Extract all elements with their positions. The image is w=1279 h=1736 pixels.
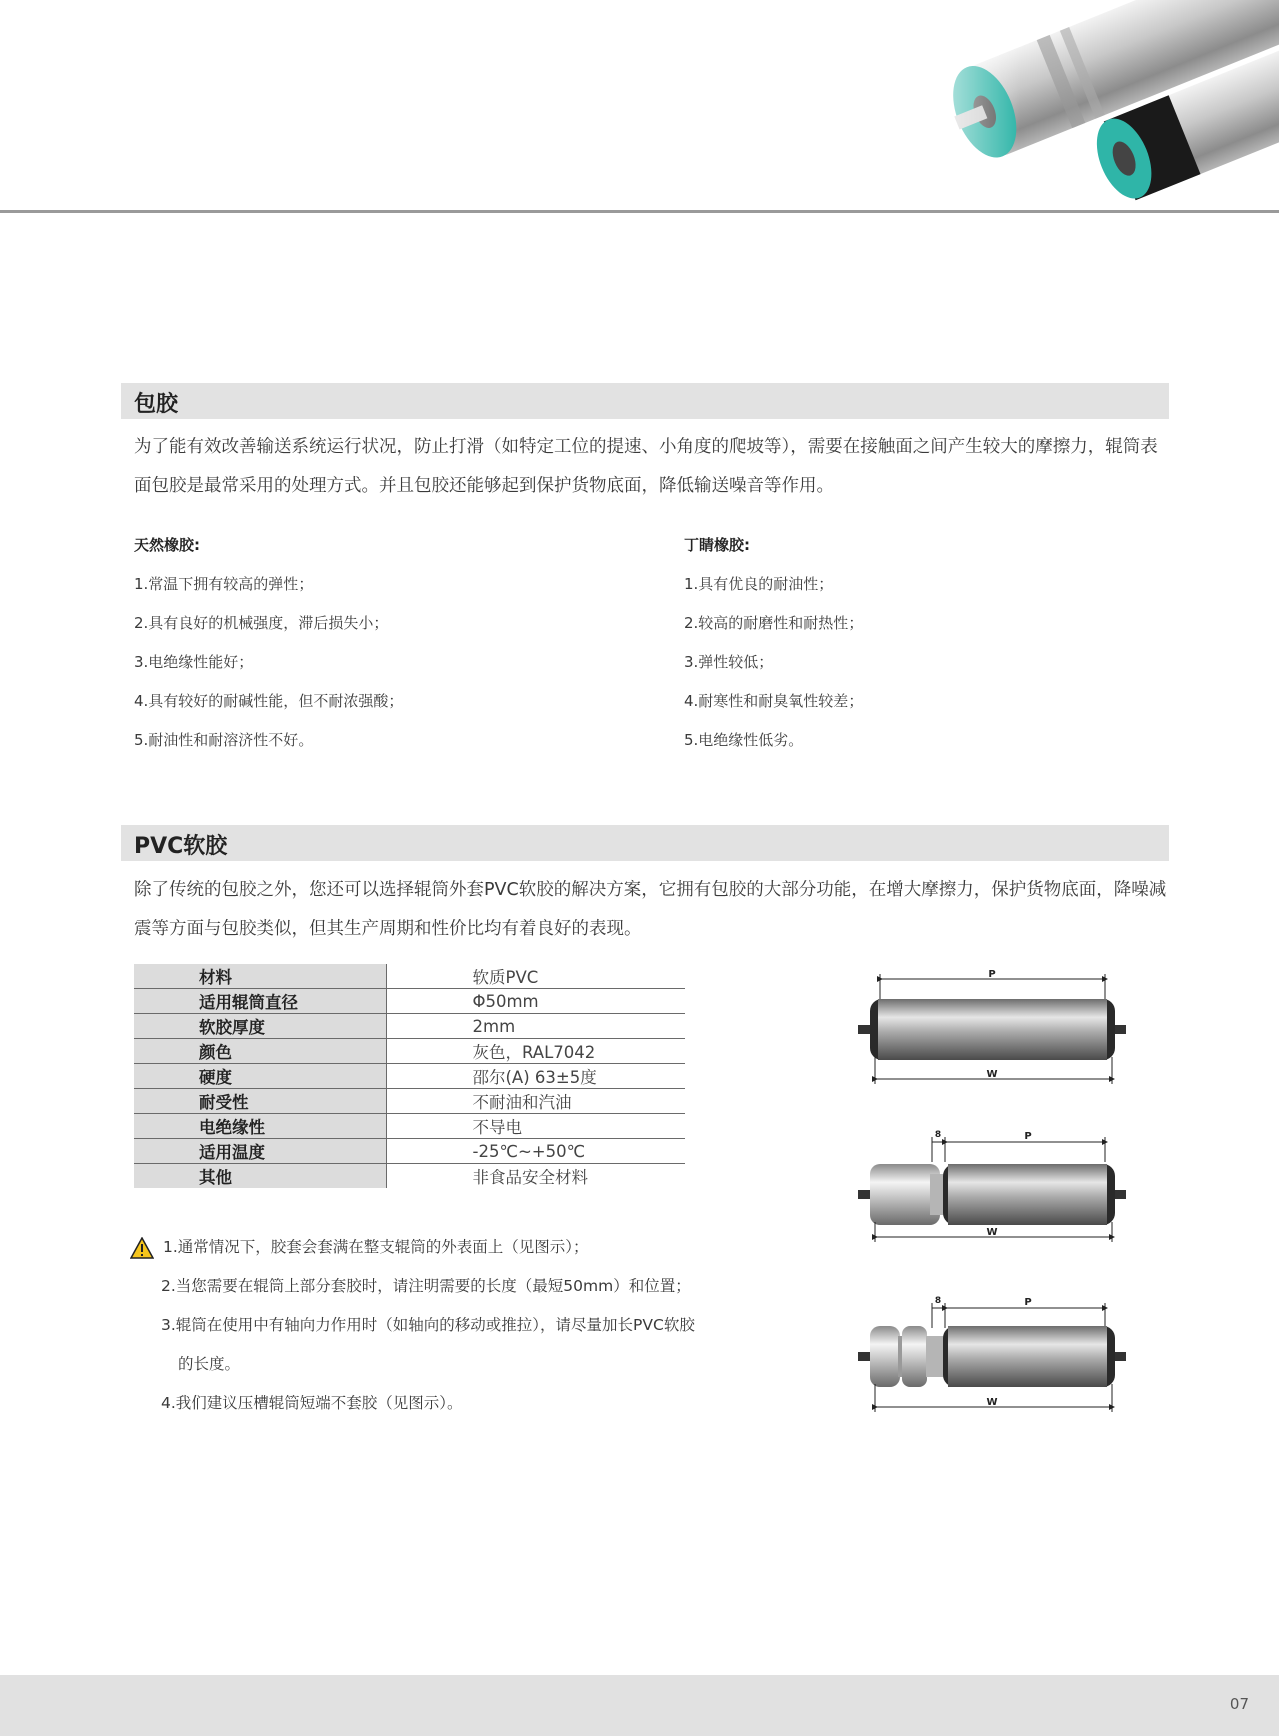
spec-value: 灰色，RAL7042 xyxy=(386,1039,685,1064)
table-row xyxy=(134,1139,685,1164)
dimension-label-gap: 8 xyxy=(934,1130,942,1140)
hero-roller-image xyxy=(0,0,1279,215)
note-item: 1.通常情况下，胶套会套满在整支辊筒的外表面上（见图示）； xyxy=(163,1238,589,1256)
list-item: 3.电绝缘性能好； xyxy=(134,653,254,671)
spec-key: 硬度 xyxy=(134,1064,386,1089)
spec-value: 软质PVC xyxy=(386,964,685,989)
page-number: 07 xyxy=(1229,1695,1249,1713)
spec-key: 材料 xyxy=(134,964,386,989)
natural-rubber-heading: 天然橡胶: xyxy=(134,536,200,554)
spec-key: 颜色 xyxy=(134,1039,386,1064)
spec-value: -25℃~+50℃ xyxy=(386,1139,685,1164)
note-item: 2.当您需要在辊筒上部分套胶时，请注明需要的长度（最短50mm）和位置； xyxy=(161,1277,691,1295)
section-header-rubber xyxy=(121,383,1169,419)
list-item: 1.常温下拥有较高的弹性； xyxy=(134,575,314,593)
spec-value: 2mm xyxy=(386,1014,685,1039)
table-row xyxy=(134,1089,685,1114)
spec-value: 不导电 xyxy=(386,1114,685,1139)
list-item: 1.具有优良的耐油性； xyxy=(684,575,834,593)
spec-value: Φ50mm xyxy=(386,989,685,1014)
page-footer xyxy=(0,1675,1279,1736)
rubber-intro: 为了能有效改善输送系统运行状况，防止打滑（如特定工位的提速、小角度的爬坡等），需要在接触面之间产生较大的摩擦力，辊筒表面包胶是最常采用的处理方式。并且包胶还能够起到保护货物底面，降低输送噪音等作用。 xyxy=(134,437,1158,496)
spec-value: 非食品安全材料 xyxy=(472,1168,588,1187)
spec-key: 耐受性 xyxy=(134,1089,386,1114)
table-row xyxy=(134,1014,685,1039)
table-row xyxy=(134,989,685,1014)
natural-rubber-list xyxy=(134,530,634,764)
note-item: 的长度。 xyxy=(178,1355,241,1373)
table-row xyxy=(134,1164,685,1189)
spec-key: 适用辊筒直径 xyxy=(134,989,386,1014)
table-row xyxy=(134,964,685,989)
roller-diagram-grooved xyxy=(858,1296,1126,1412)
dimension-label-w: W xyxy=(986,1069,998,1080)
roller-diagrams xyxy=(850,962,1150,1432)
list-item: 4.耐寒性和耐臭氧性较差； xyxy=(684,692,864,710)
header-divider xyxy=(0,210,1279,213)
table-row xyxy=(134,1039,685,1064)
pvc-intro: 除了传统的包胶之外，您还可以选择辊筒外套PVC软胶的解决方案，它拥有包胶的大部分功能，在增大摩擦力，保护货物底面，降噪减震等方面与包胶类似，但其生产周期和性价比均有着良好的表现。 xyxy=(134,880,1167,939)
nitrile-rubber-heading: 丁睛橡胶: xyxy=(684,536,750,554)
dimension-label-gap: 8 xyxy=(934,1296,942,1306)
dimension-label-w: W xyxy=(986,1397,998,1408)
list-item: 5.耐油性和耐溶济性不好。 xyxy=(134,731,314,749)
pvc-spec-table xyxy=(134,964,685,1188)
list-item: 4.具有较好的耐碱性能，但不耐浓强酸； xyxy=(134,692,404,710)
dimension-label-w: W xyxy=(986,1227,998,1238)
note-item: 4.我们建议压槽辊筒短端不套胶（见图示）。 xyxy=(161,1394,463,1412)
roller-diagram-partial-cover xyxy=(858,1130,1126,1242)
spec-key: 电绝缘性 xyxy=(134,1114,386,1139)
list-item: 3.弹性较低； xyxy=(684,653,774,671)
dimension-label-p: P xyxy=(1024,1131,1032,1142)
spec-key: 软胶厚度 xyxy=(134,1014,386,1039)
note-item: 3.辊筒在使用中有轴向力作用时（如轴向的移动或推拉），请尽量加长PVC软胶 xyxy=(161,1316,695,1334)
section-title: 包胶 xyxy=(134,392,179,417)
spec-key: 适用温度 xyxy=(134,1139,386,1164)
list-item: 5.电绝缘性低劣。 xyxy=(684,731,804,749)
spec-key: 其他 xyxy=(134,1164,386,1189)
roller-diagram-full-cover xyxy=(858,969,1126,1084)
spec-value: 邵尔(A) 63±5度 xyxy=(386,1064,685,1089)
section-title: PVC软胶 xyxy=(134,834,228,859)
spec-value: 不耐油和汽油 xyxy=(386,1089,685,1114)
dimension-label-p: P xyxy=(1024,1297,1032,1308)
list-item: 2.较高的耐磨性和耐热性； xyxy=(684,614,864,632)
table-row xyxy=(134,1064,685,1089)
table-row xyxy=(134,1114,685,1139)
pvc-notes xyxy=(130,1232,810,1427)
list-item: 2.具有良好的机械强度，滞后损失小； xyxy=(134,614,389,632)
nitrile-rubber-list xyxy=(684,530,1184,764)
section-header-pvc xyxy=(121,825,1169,861)
dimension-label-p: P xyxy=(988,969,996,980)
